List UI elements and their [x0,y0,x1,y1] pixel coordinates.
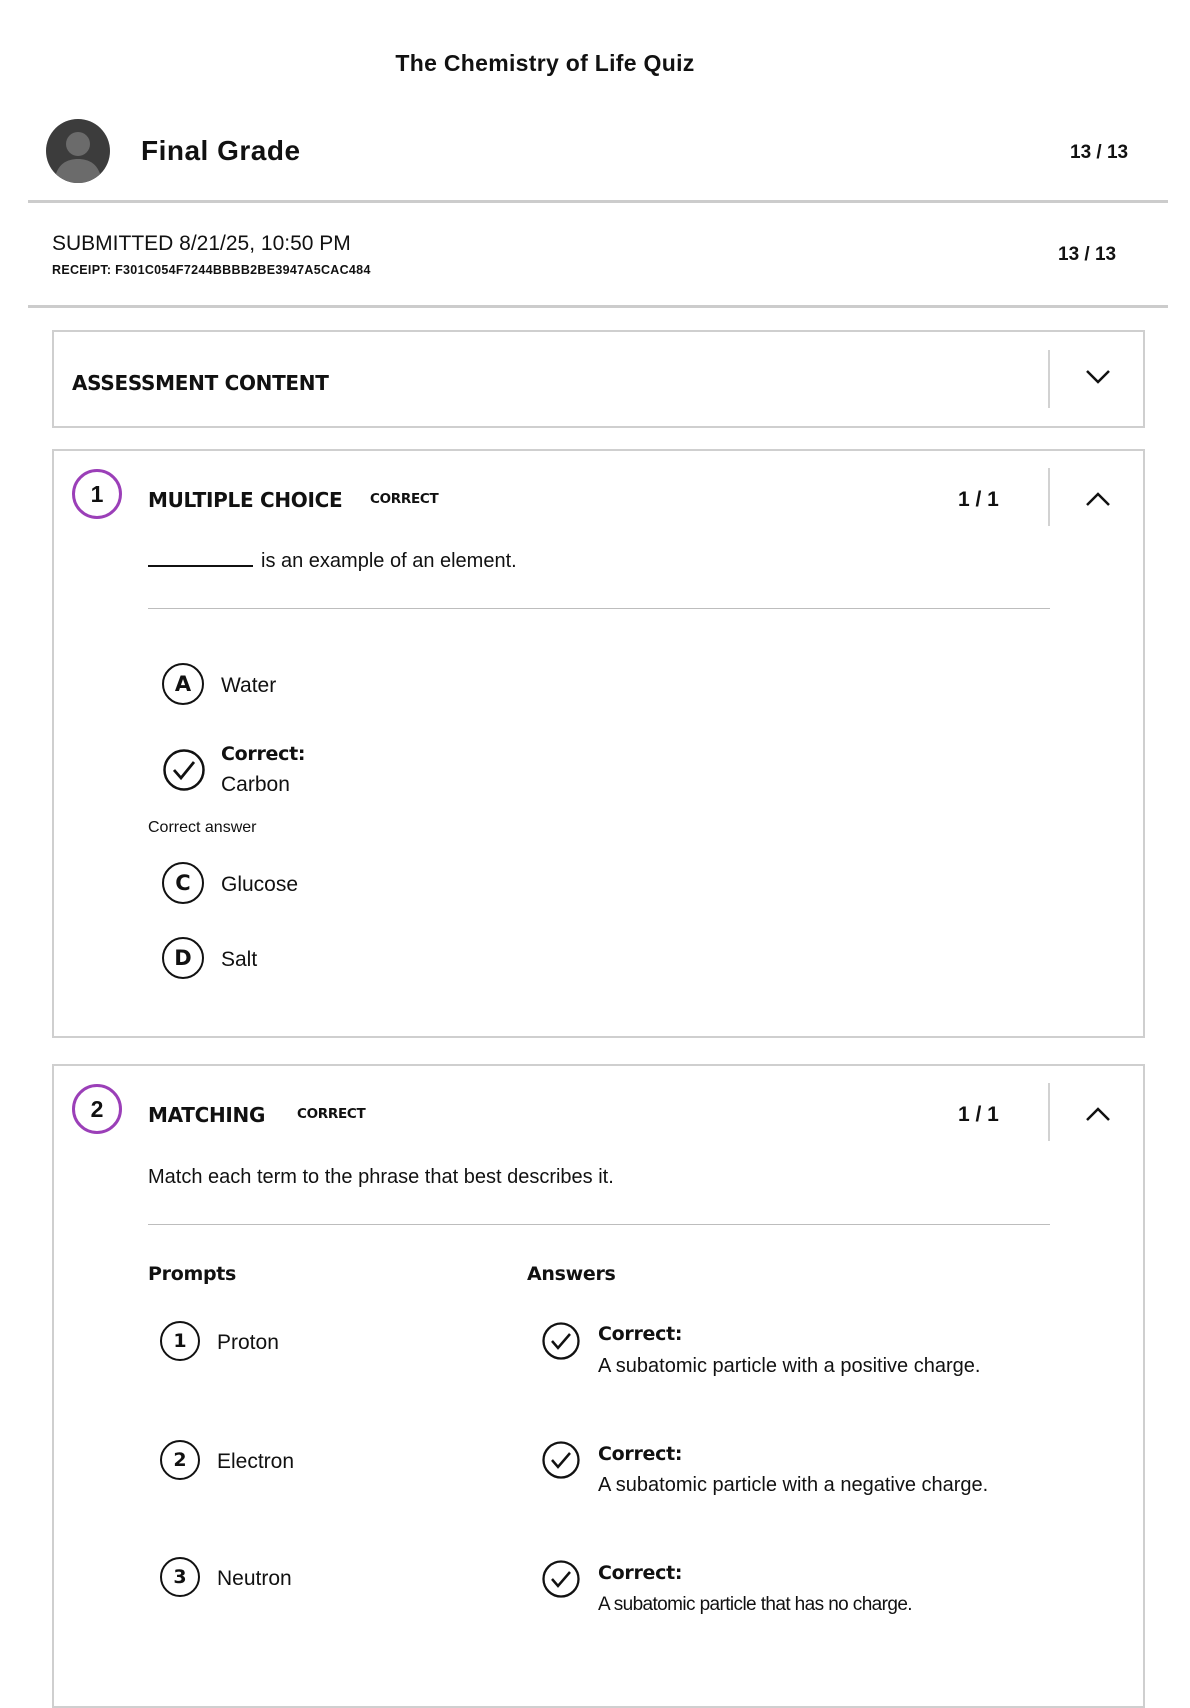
submission-divider [28,305,1168,308]
user-avatar-icon [46,119,110,183]
prompt-number-1: 1 [160,1321,200,1361]
header-divider [28,200,1168,203]
answer-text-3: A subatomic particle that has no charge. [598,1594,912,1615]
page-title: The Chemistry of Life Quiz [395,50,695,76]
prompts-header: Prompts [148,1263,237,1285]
question-prompt-2: Match each term to the phrase that best describes it. [148,1166,614,1188]
prompt-text-3: Neutron [217,1567,292,1590]
answer-text-1: A subatomic particle with a positive charge. [598,1355,981,1377]
assessment-content-label: ASSESSMENT CONTENT [72,371,329,395]
question-type-2: MATCHING [148,1103,266,1127]
correct-label: Correct: [598,1443,683,1465]
question-number-2: 2 [72,1084,122,1134]
question-status-1: CORRECT [370,491,439,507]
check-circle-icon [541,1559,581,1599]
question-card-1 [52,449,1145,1038]
question-divider [148,608,1050,609]
option-d-badge: D [162,937,204,979]
answer-blank [148,565,253,567]
prompt-number-3: 3 [160,1557,200,1597]
question-prompt-1: is an example of an element. [148,550,517,573]
prompt-number-2: 2 [160,1440,200,1480]
submitted-timestamp: SUBMITTED 8/21/25, 10:50 PM [52,232,351,255]
final-grade-label: Final Grade [141,135,301,166]
option-a-text: Water [221,674,277,697]
check-circle-icon [162,748,206,792]
correct-label: Correct: [598,1323,683,1345]
option-c-text: Glucose [221,873,299,896]
question-number-1: 1 [72,469,122,519]
question-type-1: MULTIPLE CHOICE [148,488,343,512]
receipt-id: RECEIPT: F301C054F7244BBBB2BE3947A5CAC484 [52,263,371,277]
question-score-2: 1 / 1 [958,1103,999,1126]
submission-score: 13 / 13 [1058,244,1117,265]
panel-separator [1048,1083,1050,1141]
chevron-up-icon[interactable] [1084,490,1112,508]
correct-label: Correct: [221,743,306,765]
check-circle-icon [541,1440,581,1480]
question-status-2: CORRECT [297,1106,366,1122]
chevron-down-icon[interactable] [1084,368,1112,386]
chevron-up-icon[interactable] [1084,1105,1112,1123]
check-circle-icon [541,1321,581,1361]
answers-header: Answers [527,1263,616,1285]
answer-text-2: A subatomic particle with a negative charge. [598,1474,989,1496]
option-b-text: Carbon [221,773,290,796]
prompt-text-1: Proton [217,1331,279,1354]
correct-label: Correct: [598,1562,683,1584]
question-score-1: 1 / 1 [958,488,999,511]
panel-separator [1048,468,1050,526]
option-d-text: Salt [221,948,258,971]
prompt-text-2: Electron [217,1450,295,1473]
option-c-badge: C [162,862,204,904]
option-a-badge: A [162,663,204,705]
question-divider [148,1224,1050,1225]
final-score: 13 / 13 [1070,142,1129,163]
panel-separator [1048,350,1050,408]
correct-answer-note: Correct answer [148,819,257,836]
